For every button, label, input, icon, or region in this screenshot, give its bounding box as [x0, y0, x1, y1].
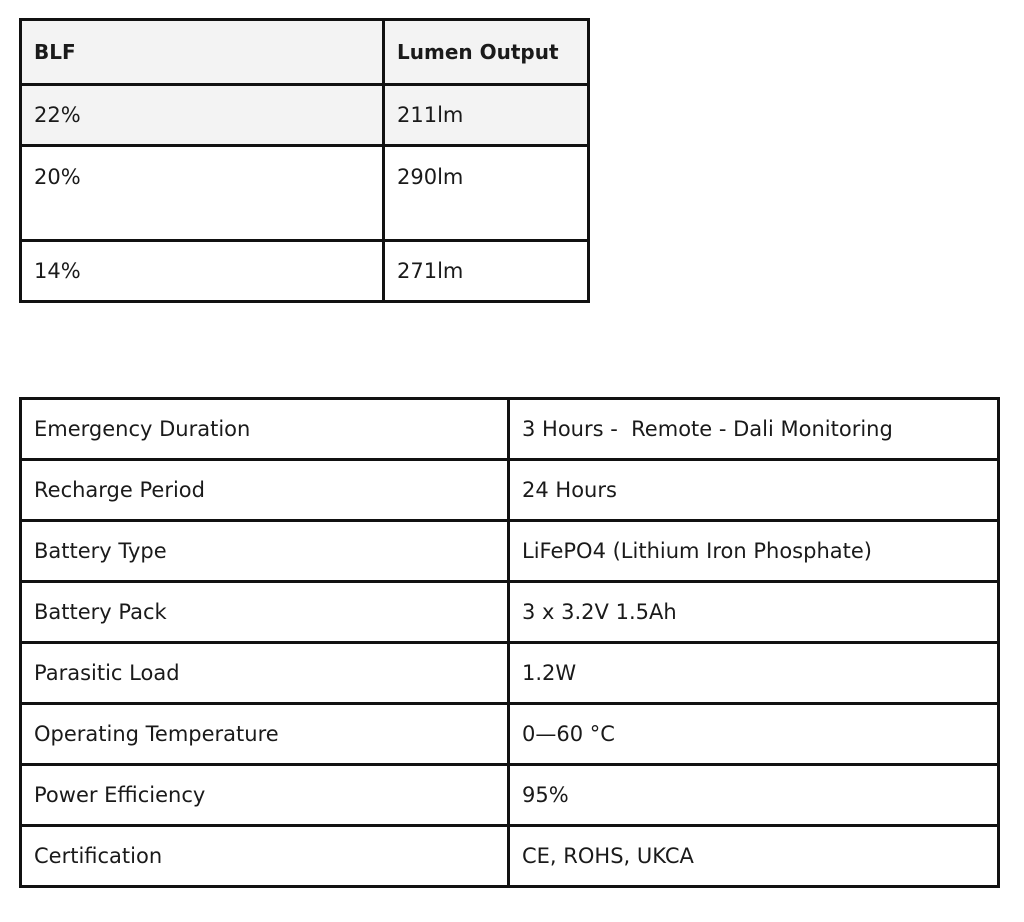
- table-row: [21, 643, 999, 704]
- spec-label-cell: Certification: [21, 826, 509, 887]
- table-row: [21, 765, 999, 826]
- header-blf: BLF: [21, 20, 384, 85]
- lumen-cell: 211lm: [384, 85, 589, 146]
- blf-cell: 20%: [21, 146, 384, 241]
- table-row: [21, 826, 999, 887]
- table-row: [21, 521, 999, 582]
- spec-value-cell: 3 x 3.2V 1.5Ah: [509, 582, 999, 643]
- spec-label-cell: Battery Type: [21, 521, 509, 582]
- spec-label-cell: Operating Temperature: [21, 704, 509, 765]
- table-row: [21, 85, 589, 146]
- specifications-table: [19, 397, 1000, 888]
- lumen-cell: 271lm: [384, 241, 589, 302]
- table-row: [21, 704, 999, 765]
- spec-value-cell: LiFePO4 (Lithium Iron Phosphate): [509, 521, 999, 582]
- spec-value-cell: 3 Hours - Remote - Dali Monitoring: [509, 399, 999, 460]
- blf-cell: 14%: [21, 241, 384, 302]
- blf-cell: 22%: [21, 85, 384, 146]
- spec-value-cell: CE, ROHS, UKCA: [509, 826, 999, 887]
- spec-label-cell: Parasitic Load: [21, 643, 509, 704]
- header-lumen-output: Lumen Output: [384, 20, 589, 85]
- spec-value-cell: 1.2W: [509, 643, 999, 704]
- spec-value-cell: 95%: [509, 765, 999, 826]
- spec-label-cell: Recharge Period: [21, 460, 509, 521]
- lumen-cell: 290lm: [384, 146, 589, 241]
- spec-label-cell: Emergency Duration: [21, 399, 509, 460]
- table-row: [21, 582, 999, 643]
- table-header-row: [21, 20, 589, 85]
- table-row: [21, 460, 999, 521]
- spec-label-cell: Battery Pack: [21, 582, 509, 643]
- blf-lumen-table: [19, 18, 590, 303]
- spec-label-cell: Power Efficiency: [21, 765, 509, 826]
- spec-value-cell: 0—60 °C: [509, 704, 999, 765]
- table-row: [21, 146, 589, 241]
- spec-value-cell: 24 Hours: [509, 460, 999, 521]
- table-row: [21, 241, 589, 302]
- table-row: [21, 399, 999, 460]
